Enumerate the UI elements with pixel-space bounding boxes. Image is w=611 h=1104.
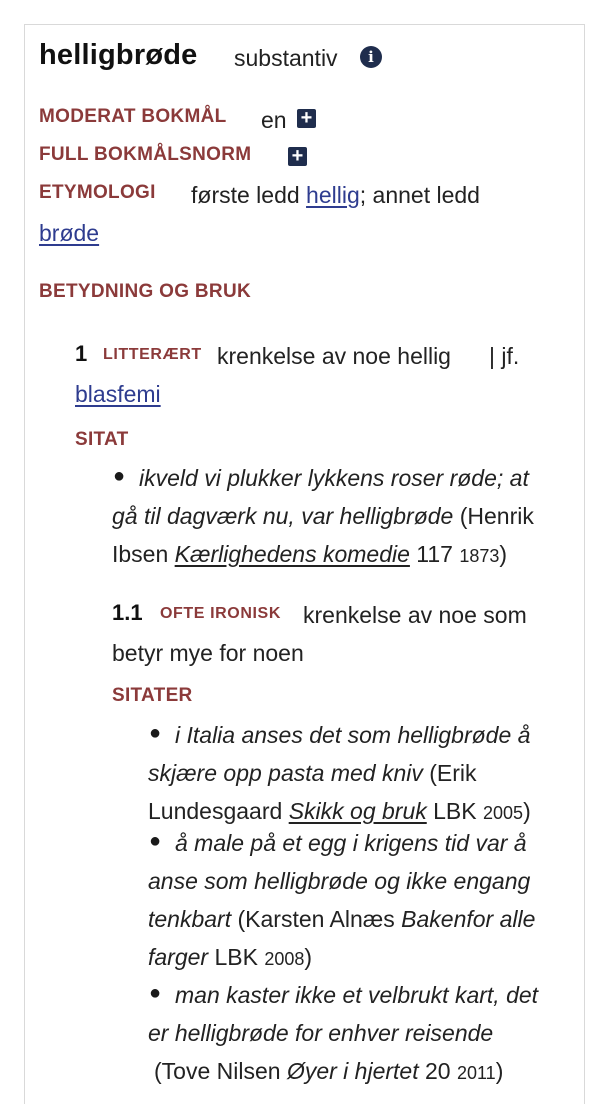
quote-work-title-cont: farger bbox=[148, 944, 209, 970]
etymology-text-second: ; annet ledd bbox=[359, 182, 480, 208]
etymology-link-line bbox=[39, 214, 99, 252]
part-of-speech: substantiv bbox=[234, 45, 338, 71]
quote-line bbox=[112, 497, 534, 535]
bullet-icon: ● bbox=[149, 982, 162, 1004]
expand-full-plus-icon[interactable]: + bbox=[288, 147, 307, 166]
dictionary-entry-card bbox=[24, 24, 585, 1104]
quote-line bbox=[148, 900, 535, 938]
quote-close: ) bbox=[523, 798, 531, 824]
quote-line: man kaster ikke et velbrukt kart, det bbox=[175, 982, 539, 1008]
bullet-icon: ● bbox=[149, 722, 162, 744]
moderat-bokmal-value: en bbox=[261, 107, 287, 133]
quote-line: ikveld vi plukker lykkens roser røde; at bbox=[139, 465, 529, 491]
bullet-icon: ● bbox=[113, 465, 126, 487]
subsense-definition: krenkelse av noe som bbox=[303, 602, 527, 628]
quote-line: å male på et egg i krigens tid var å bbox=[175, 830, 527, 856]
quote-work-title: Bakenfor alle bbox=[401, 906, 536, 932]
quote-page: 20 bbox=[424, 1058, 451, 1084]
quote-year: 1873 bbox=[459, 546, 500, 566]
quote-year: 2008 bbox=[264, 949, 305, 969]
meaning-heading: BETYDNING OG BRUK bbox=[39, 281, 251, 302]
full-bokmalsnorm-label: FULL BOKMÅLSNORM bbox=[39, 144, 252, 165]
etymology-label: ETYMOLOGI bbox=[39, 182, 156, 203]
cf-link-line bbox=[75, 375, 161, 413]
sense-definition: krenkelse av noe hellig bbox=[217, 343, 451, 369]
cf-text: | jf. bbox=[489, 343, 520, 369]
subsense-number: 1.1 bbox=[112, 600, 143, 625]
info-icon[interactable]: i bbox=[360, 46, 382, 68]
quotes-label: SITATER bbox=[112, 685, 193, 706]
quote-year: 2005 bbox=[483, 803, 524, 823]
quote-page: 117 bbox=[416, 541, 453, 567]
quote-work-title[interactable]: Kærlighedens komedie bbox=[174, 541, 410, 567]
quote-work-title: Øyer i hjertet bbox=[286, 1058, 419, 1084]
quote-line: anse som helligbrøde og ikke engang bbox=[148, 868, 531, 894]
quote-publication: LBK bbox=[433, 798, 477, 824]
quote-line: i Italia anses det som helligbrøde å bbox=[175, 722, 531, 748]
quote-text: gå til dagværk nu, var helligbrøde bbox=[112, 503, 454, 529]
quote-close: ) bbox=[499, 541, 508, 567]
cf-link-blasfemi[interactable]: blasfemi bbox=[75, 381, 161, 407]
quote-source: (Tove Nilsen bbox=[154, 1058, 281, 1084]
etymology-text-first: første ledd bbox=[191, 182, 300, 208]
quote-publication: LBK bbox=[214, 944, 258, 970]
sense-number: 1 bbox=[75, 341, 88, 366]
subsense-register-label: OFTE IRONISK bbox=[160, 605, 281, 622]
quote-work-title[interactable]: Skikk og bruk bbox=[288, 798, 427, 824]
etymology-link-hellig[interactable]: hellig bbox=[306, 182, 360, 208]
moderat-bokmal-label: MODERAT BOKMÅL bbox=[39, 106, 227, 127]
quote-source: (Karsten Alnæs bbox=[237, 906, 395, 932]
headword: helligbrøde bbox=[39, 39, 198, 71]
quote-citation-line bbox=[148, 938, 312, 978]
quote-close: ) bbox=[304, 944, 313, 970]
quote-author: Ibsen bbox=[112, 541, 169, 567]
expand-moderat-plus-icon[interactable]: + bbox=[297, 109, 316, 128]
quote-text: tenkbart bbox=[148, 906, 232, 932]
quote-label: SITAT bbox=[75, 429, 129, 450]
quote-author: Lundesgaard bbox=[148, 798, 283, 824]
quote-year: 2011 bbox=[456, 1063, 496, 1083]
subsense-definition-cont: betyr mye for noen bbox=[112, 640, 304, 666]
quote-source: (Henrik bbox=[459, 503, 534, 529]
etymology-link-brode[interactable]: brøde bbox=[39, 220, 100, 246]
quote-citation-line bbox=[112, 535, 507, 575]
sense-register-label: LITTERÆRT bbox=[103, 346, 202, 363]
quote-line: er helligbrøde for enhver reisende bbox=[148, 1020, 494, 1046]
quote-close: ) bbox=[495, 1058, 504, 1084]
quote-citation-line bbox=[154, 1052, 503, 1092]
bullet-icon: ● bbox=[149, 830, 162, 852]
etymology-line bbox=[191, 176, 480, 214]
quote-line bbox=[148, 754, 477, 792]
quote-source: (Erik bbox=[429, 760, 477, 786]
quote-text: skjære opp pasta med kniv bbox=[148, 760, 423, 786]
